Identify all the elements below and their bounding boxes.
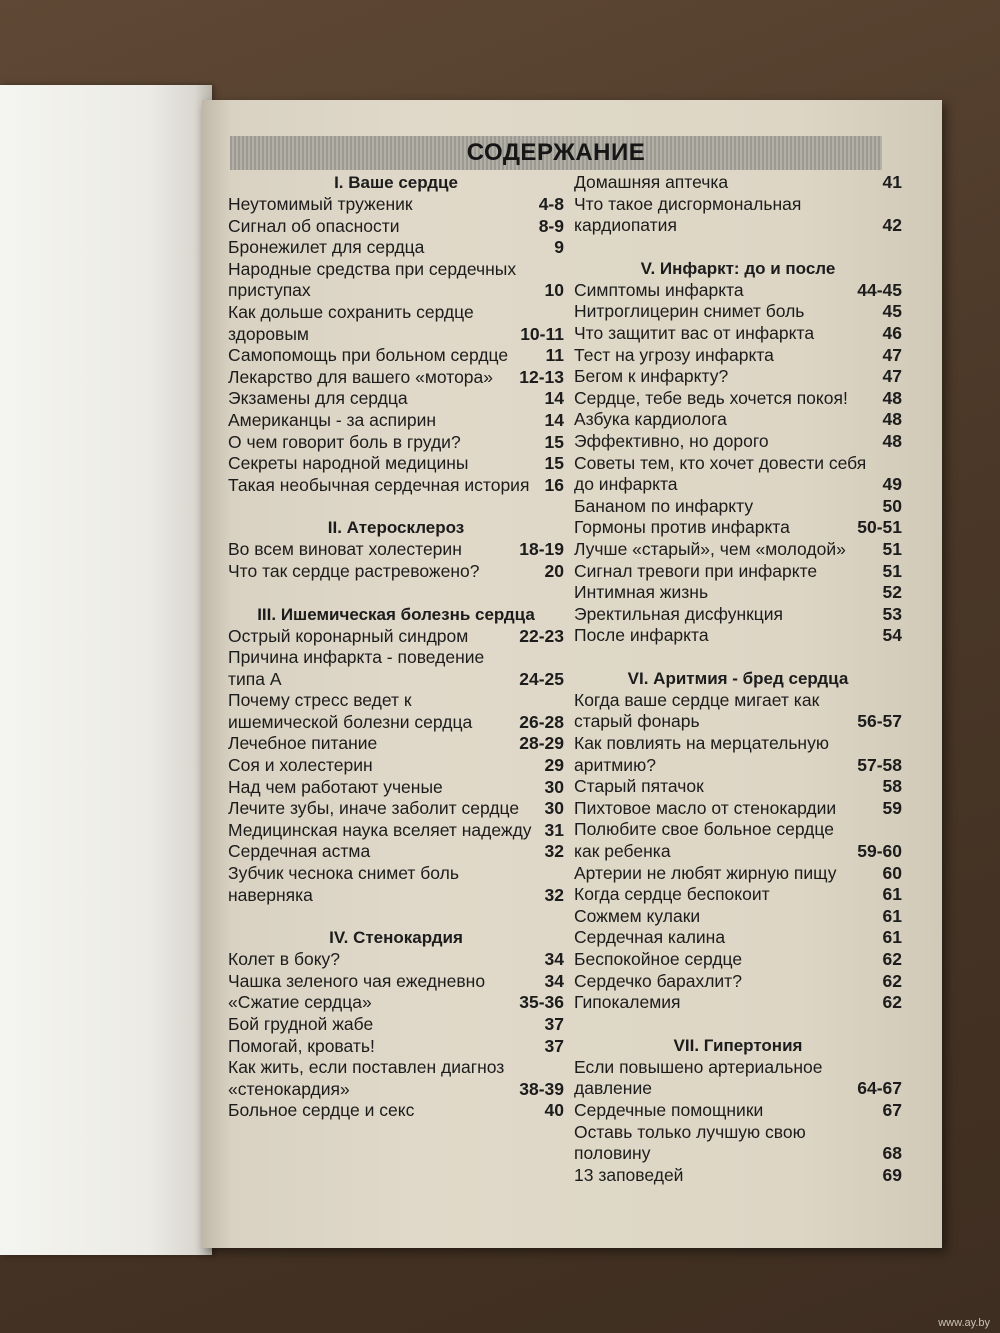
- toc-entry-title: Чашка зеленого чая ежедневно: [228, 970, 486, 991]
- toc-entry-title: Острый коронарный синдром: [228, 625, 469, 646]
- toc-entry-title: Если повышено артериальное давление: [574, 1056, 823, 1099]
- toc-entry-title: Сигнал тревоги при инфаркте: [574, 560, 818, 581]
- toc-entry-page: 34: [544, 949, 564, 970]
- toc-entry-page: 15: [544, 453, 564, 474]
- toc-entry-title: Эректильная дисфункция: [574, 603, 784, 624]
- toc-entry-title: Симптомы инфаркта: [574, 279, 744, 300]
- section-heading: III. Ишемическая болезнь сердца: [257, 604, 535, 624]
- toc-entry-title: Секреты народной медицины: [228, 453, 469, 474]
- toc-entry-title: Как жить, если поставлен диагноз «стенокардия»: [228, 1057, 505, 1099]
- toc-entry-page: 10-11: [520, 323, 564, 344]
- toc-entry-title: Что так сердце растревожено?: [228, 560, 480, 581]
- toc-entry-title: Такая необычная сердечная история: [228, 474, 530, 495]
- toc-entry-page: 47: [882, 366, 902, 387]
- toc-entry: [574, 323, 902, 345]
- toc-entry-page: 44-45: [857, 279, 902, 300]
- toc-entry-title: Сердечная астма: [228, 841, 371, 862]
- toc-entry: [574, 496, 902, 518]
- toc-entry-page: 53: [882, 603, 902, 624]
- toc-entry-title: Лечебное питание: [228, 733, 378, 754]
- toc-entry-page: 64-67: [857, 1078, 902, 1099]
- toc-entry-title: Помогай, кровать!: [228, 1035, 375, 1056]
- toc-entry: [228, 949, 564, 971]
- toc-entry-title: Почему стресс ведет к ишемической болезни сердца: [228, 690, 473, 732]
- toc-entry: [574, 776, 902, 798]
- toc-entry-page: 20: [544, 560, 564, 581]
- toc-entry: [574, 949, 902, 971]
- section-heading: I. Ваше сердце: [334, 173, 458, 192]
- toc-entry-page: 41: [882, 172, 902, 192]
- toc-entry-page: 57-58: [857, 754, 902, 775]
- toc-entry-page: 61: [882, 905, 902, 926]
- toc-entry-title: Как повлиять на мерцательную аритмию?: [574, 733, 829, 775]
- toc-entry: [228, 841, 564, 863]
- toc-entry-page: 22-23: [519, 625, 564, 646]
- section-heading: VII. Гипертония: [673, 1035, 803, 1055]
- toc-entry-title: Сердечные помощники: [574, 1099, 764, 1120]
- toc-entry-title: Лечите зубы, иначе заболит сердце: [228, 798, 520, 819]
- toc-entry-title: Тест на угрозу инфаркта: [574, 344, 774, 365]
- toc-entry-page: 46: [882, 322, 902, 343]
- toc-entry-title: Оставь только лучшую свою половину: [574, 1121, 806, 1164]
- toc-entry-title: Зубчик чеснока снимет боль наверняка: [228, 863, 459, 905]
- toc-entry: [574, 172, 902, 194]
- toc-entry: [228, 626, 564, 648]
- toc-entry-title: О чем говорит боль в груди?: [228, 431, 461, 452]
- toc-entry-title: Нитроглицерин снимет боль: [574, 301, 805, 322]
- toc-entry-title: Медицинская наука вселяет надежду: [228, 819, 532, 840]
- toc-entry: [228, 1036, 564, 1058]
- toc-entry-page: 40: [544, 1100, 564, 1121]
- left-blank-page: [0, 85, 212, 1255]
- toc-entry: [574, 863, 902, 885]
- toc-entry: [228, 777, 564, 799]
- toc-entry: [228, 475, 564, 497]
- toc-entry: [228, 647, 564, 690]
- toc-entry-page: 24-25: [519, 668, 564, 689]
- toc-entry: [228, 453, 564, 475]
- toc-entry: [228, 194, 564, 216]
- toc-entry: [228, 237, 564, 259]
- toc-entry-title: Эффективно, но дорого: [574, 430, 769, 451]
- toc-entry-title: «Сжатие сердца»: [228, 992, 372, 1013]
- toc-entry: [574, 798, 902, 820]
- toc-entry-page: 30: [544, 776, 564, 797]
- toc-entry: [228, 690, 564, 733]
- toc-entry-page: 9: [554, 237, 564, 258]
- toc-entry-title: Когда ваше сердце мигает как старый фонарь: [574, 689, 820, 732]
- toc-entry-title: Азбука кардиолога: [574, 409, 727, 430]
- page-title: СОДЕРЖАНИЕ: [466, 139, 646, 166]
- toc-entry-title: Во всем виноват холестерин: [228, 539, 462, 560]
- toc-entry-page: 14: [544, 388, 564, 409]
- toc-entry: [228, 1057, 564, 1100]
- toc-entry-title: Гормоны против инфаркта: [574, 517, 790, 538]
- toc-entry: [574, 280, 902, 302]
- toc-entry: [574, 690, 902, 733]
- toc-entry-page: 59-60: [857, 841, 902, 862]
- toc-entry-page: 31: [544, 819, 564, 840]
- toc-entry: [228, 388, 564, 410]
- toc-entry-page: 15: [544, 431, 564, 452]
- toc-entry-page: 52: [882, 582, 902, 603]
- toc-entry-title: Как дольше сохранить сердце здоровым: [228, 301, 474, 344]
- toc-entry-page: 56-57: [857, 711, 902, 732]
- toc-entry-title: Больное сердце и секс: [228, 1100, 415, 1121]
- toc-entry-page: 29: [544, 755, 564, 776]
- toc-entry-title: Американцы - за аспирин: [228, 409, 437, 430]
- toc-entry-title: Неутомимый труженик: [228, 194, 413, 214]
- toc-entry-page: 48: [882, 409, 902, 430]
- toc-entry-title: Когда сердце беспокоит: [574, 884, 770, 905]
- toc-right-column: [574, 172, 902, 1186]
- toc-entry: [574, 345, 902, 367]
- toc-entry-title: Сигнал об опасности: [228, 215, 400, 236]
- toc-entry: [574, 517, 902, 539]
- toc-entry-page: 51: [882, 560, 902, 581]
- toc-entry: [228, 302, 564, 345]
- toc-entry-page: 47: [882, 344, 902, 365]
- contents-header: [230, 136, 882, 170]
- toc-entry: [574, 409, 902, 431]
- toc-entry-page: 8-9: [538, 215, 564, 236]
- toc-entry: [228, 971, 564, 993]
- toc-entry-page: 62: [882, 949, 902, 969]
- section-heading: IV. Стенокардия: [329, 928, 463, 948]
- toc-entry: [228, 345, 564, 367]
- toc-entry: [228, 410, 564, 432]
- toc-entry: [228, 259, 564, 302]
- toc-entry: [228, 863, 564, 906]
- toc-entry-page: 37: [544, 1035, 564, 1056]
- toc-entry: [574, 927, 902, 949]
- toc-entry-title: Соя и холестерин: [228, 755, 373, 776]
- toc-entry: [574, 906, 902, 928]
- toc-entry-title: Бой грудной жабе: [228, 1014, 374, 1034]
- toc-entry-title: Старый пятачок: [574, 776, 704, 797]
- toc-entry: [228, 216, 564, 238]
- toc-entry: [574, 733, 902, 776]
- toc-entry-title: Интимная жизнь: [574, 582, 709, 603]
- toc-entry-title: Полюбите свое больное сердце как ребенка: [574, 819, 834, 862]
- toc-entry-page: 37: [544, 1014, 564, 1034]
- toc-entry-page: 12-13: [519, 366, 564, 387]
- toc-entry: [228, 1014, 564, 1036]
- toc-entry-title: Беспокойное сердце: [574, 949, 743, 969]
- toc-entry-title: Колет в боку?: [228, 949, 341, 970]
- toc-entry-page: 38-39: [519, 1078, 564, 1099]
- toc-entry-page: 48: [882, 430, 902, 451]
- toc-entry-page: 60: [882, 862, 902, 883]
- toc-entry: [574, 561, 902, 583]
- toc-entry-page: 59: [882, 797, 902, 818]
- toc-entry-title: Самопомощь при больном сердце: [228, 345, 509, 366]
- toc-entry: [574, 301, 902, 323]
- toc-entry-page: 61: [882, 884, 902, 905]
- toc-entry: [574, 582, 902, 604]
- toc-entry-title: Бронежилет для сердца: [228, 237, 425, 258]
- toc-left-column: [228, 172, 564, 1122]
- toc-entry: [228, 820, 564, 842]
- toc-entry-title: Домашняя аптечка: [574, 172, 729, 192]
- toc-entry-title: Над чем работают ученые: [228, 776, 443, 797]
- toc-entry-title: 13 заповедей: [574, 1164, 684, 1185]
- toc-entry: [574, 453, 902, 496]
- toc-entry-page: 61: [882, 927, 902, 948]
- toc-entry-title: Лекарство для вашего «мотора»: [228, 366, 494, 387]
- toc-entry-page: 34: [544, 970, 564, 991]
- toc-entry-title: Что защитит вас от инфаркта: [574, 322, 815, 343]
- section-heading: II. Атеросклероз: [327, 518, 465, 538]
- toc-entry: [228, 561, 564, 583]
- toc-entry-page: 69: [882, 1164, 902, 1185]
- toc-entry: [574, 625, 902, 647]
- toc-entry-page: 30: [544, 798, 564, 819]
- toc-entry-page: 51: [882, 538, 902, 559]
- section-heading: VI. Аритмия - бред сердца: [627, 668, 849, 688]
- toc-entry: [574, 819, 902, 862]
- toc-entry-title: Бананом по инфаркту: [574, 495, 754, 516]
- toc-entry: [228, 733, 564, 755]
- toc-entry: [574, 1057, 902, 1100]
- toc-entry: [574, 431, 902, 453]
- toc-entry-title: Экзамены для сердца: [228, 388, 408, 409]
- toc-entry-page: 4-8: [538, 194, 564, 214]
- toc-entry: [574, 539, 902, 561]
- toc-entry-title: Гипокалемия: [574, 992, 681, 1013]
- toc-entry-page: 18-19: [519, 539, 564, 560]
- toc-entry-page: 35-36: [519, 992, 564, 1013]
- toc-entry-title: Артерии не любят жирную пищу: [574, 862, 837, 883]
- toc-entry-title: После инфаркта: [574, 625, 709, 646]
- watermark: www.ay.by: [938, 1317, 990, 1329]
- toc-entry-page: 11: [545, 345, 564, 366]
- toc-entry-title: Советы тем, кто хочет довести себя до инфаркта: [574, 452, 867, 495]
- toc-entry: [574, 1165, 902, 1187]
- toc-entry-title: Сердечная калина: [574, 927, 726, 948]
- toc-entry-title: Сердечко барахлит?: [574, 970, 742, 991]
- toc-entry-page: 28-29: [519, 733, 564, 754]
- toc-entry-page: 26-28: [519, 711, 564, 732]
- toc-entry-title: Сердце, тебе ведь хочется покоя!: [574, 387, 848, 408]
- toc-entry: [574, 1100, 902, 1122]
- toc-entry: [228, 539, 564, 561]
- toc-entry-title: Что такое дисгормональная кардиопатия: [574, 193, 802, 236]
- toc-entry-page: 50-51: [857, 517, 902, 538]
- toc-entry-page: 49: [882, 474, 902, 495]
- toc-entry: [574, 1122, 902, 1165]
- toc-entry: [574, 604, 902, 626]
- toc-entry-page: 67: [882, 1099, 902, 1120]
- toc-entry: [228, 992, 564, 1014]
- toc-entry-title: Сожмем кулаки: [574, 905, 701, 926]
- toc-entry: [228, 367, 564, 389]
- toc-entry: [228, 798, 564, 820]
- toc-entry: [574, 971, 902, 993]
- toc-entry-page: 32: [544, 841, 564, 862]
- toc-entry-page: 50: [882, 495, 902, 516]
- toc-entry-page: 45: [882, 301, 902, 322]
- toc-entry: [574, 992, 902, 1014]
- toc-entry: [574, 884, 902, 906]
- toc-entry: [228, 755, 564, 777]
- toc-entry-page: 68: [882, 1143, 902, 1164]
- toc-entry-title: Бегом к инфаркту?: [574, 366, 729, 387]
- toc-entry: [574, 194, 902, 237]
- toc-entry-title: Причина инфаркта - поведение типа А: [228, 647, 485, 689]
- toc-entry-page: 42: [882, 215, 902, 236]
- toc-entry-page: 16: [544, 474, 564, 495]
- toc-entry-page: 58: [882, 776, 902, 797]
- toc-entry-page: 14: [544, 409, 564, 430]
- toc-entry: [574, 388, 902, 410]
- toc-entry-title: Лучше «старый», чем «молодой»: [574, 538, 846, 559]
- toc-entry-page: 48: [882, 387, 902, 408]
- toc-entry-page: 62: [882, 970, 902, 991]
- toc-entry-page: 62: [882, 992, 902, 1013]
- section-heading: V. Инфаркт: до и после: [640, 258, 836, 278]
- toc-entry: [228, 1100, 564, 1122]
- toc-entry-title: Пихтовое масло от стенокардии: [574, 797, 837, 818]
- toc-entry: [574, 366, 902, 388]
- toc-entry-title: Народные средства при сердечных приступах: [228, 258, 517, 301]
- toc-entry-page: 32: [544, 884, 564, 905]
- toc-entry-page: 10: [544, 280, 564, 301]
- toc-entry: [228, 432, 564, 454]
- toc-entry-page: 54: [882, 625, 902, 646]
